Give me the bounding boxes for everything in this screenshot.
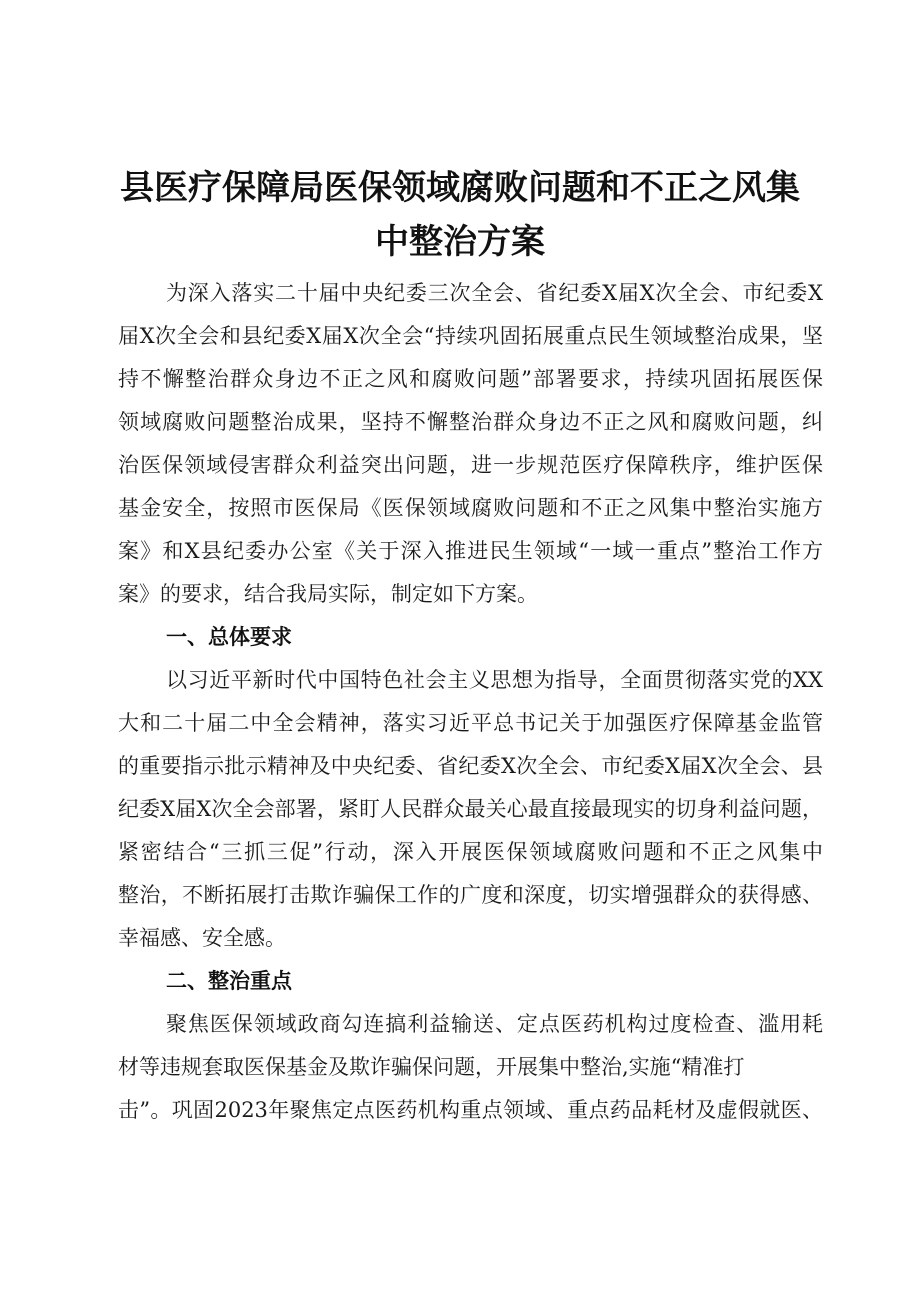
section1-line: 幸福感、安全感。 <box>118 926 286 950</box>
section1-line: 紧密结合“三抓三促”行动，深入开展医保领域腐败问题和不正之风集中 <box>118 840 823 864</box>
document-title-line-2: 中整治方案 <box>375 222 545 262</box>
document-title-line-1: 县医疗保障局医保领域腐败问题和不正之风集 <box>120 168 800 208</box>
section1-line: 大和二十届二中全会精神，落实习近平总书记关于加强医疗保障基金监管 <box>118 711 823 735</box>
intro-line: 治医保领域侵害群众利益突出问题，进一步规范医疗保障秩序，维护医保 <box>118 453 823 477</box>
section1-line: 的重要指示批示精神及中央纪委、省纪委X次全会、市纪委X届X次全会、县 <box>118 754 823 778</box>
intro-line: 案》和X县纪委办公室《关于深入推进民生领域“一域一重点”整治工作方 <box>118 539 823 563</box>
section1-line: 纪委X届X次全会部署，紧盯人民群众最关心最直接最现实的切身利益问题， <box>118 797 823 821</box>
section-heading-key-rectification: 二、整治重点 <box>166 969 292 993</box>
intro-line: 案》的要求，结合我局实际，制定如下方案。 <box>118 582 538 606</box>
intro-line: 持不懈整治群众身边不正之风和腐败问题”部署要求，持续巩固拓展医保 <box>118 367 823 391</box>
section1-line: 整治，不断拓展打击欺诈骗保工作的广度和深度，切实增强群众的获得感、 <box>118 883 823 907</box>
intro-line: 基金安全，按照市医保局《医保领域腐败问题和不正之风集中整治实施方 <box>118 496 823 520</box>
section2-line: 材等违规套取医保基金及欺诈骗保问题，开展集中整治,实施“精准打 <box>118 1055 745 1079</box>
section1-line: 以习近平新时代中国特色社会主义思想为指导，全面贯彻落实党的XX <box>166 668 823 692</box>
section2-line: 聚焦医保领域政商勾连搞利益输送、定点医药机构过度检查、滥用耗 <box>166 1012 823 1036</box>
intro-line: 领域腐败问题整治成果，坚持不懈整治群众身边不正之风和腐败问题，纠 <box>118 410 823 434</box>
section2-line: 击”。巩固2023年聚焦定点医药机构重点领域、重点药品耗材及虚假就医、 <box>118 1098 823 1122</box>
intro-line: 为深入落实二十届中央纪委三次全会、省纪委X届X次全会、市纪委X <box>166 281 823 305</box>
intro-line: 届X次全会和县纪委X届X次全会“持续巩固拓展重点民生领域整治成果，坚 <box>118 324 823 348</box>
section-heading-general-requirements: 一、总体要求 <box>166 625 292 649</box>
